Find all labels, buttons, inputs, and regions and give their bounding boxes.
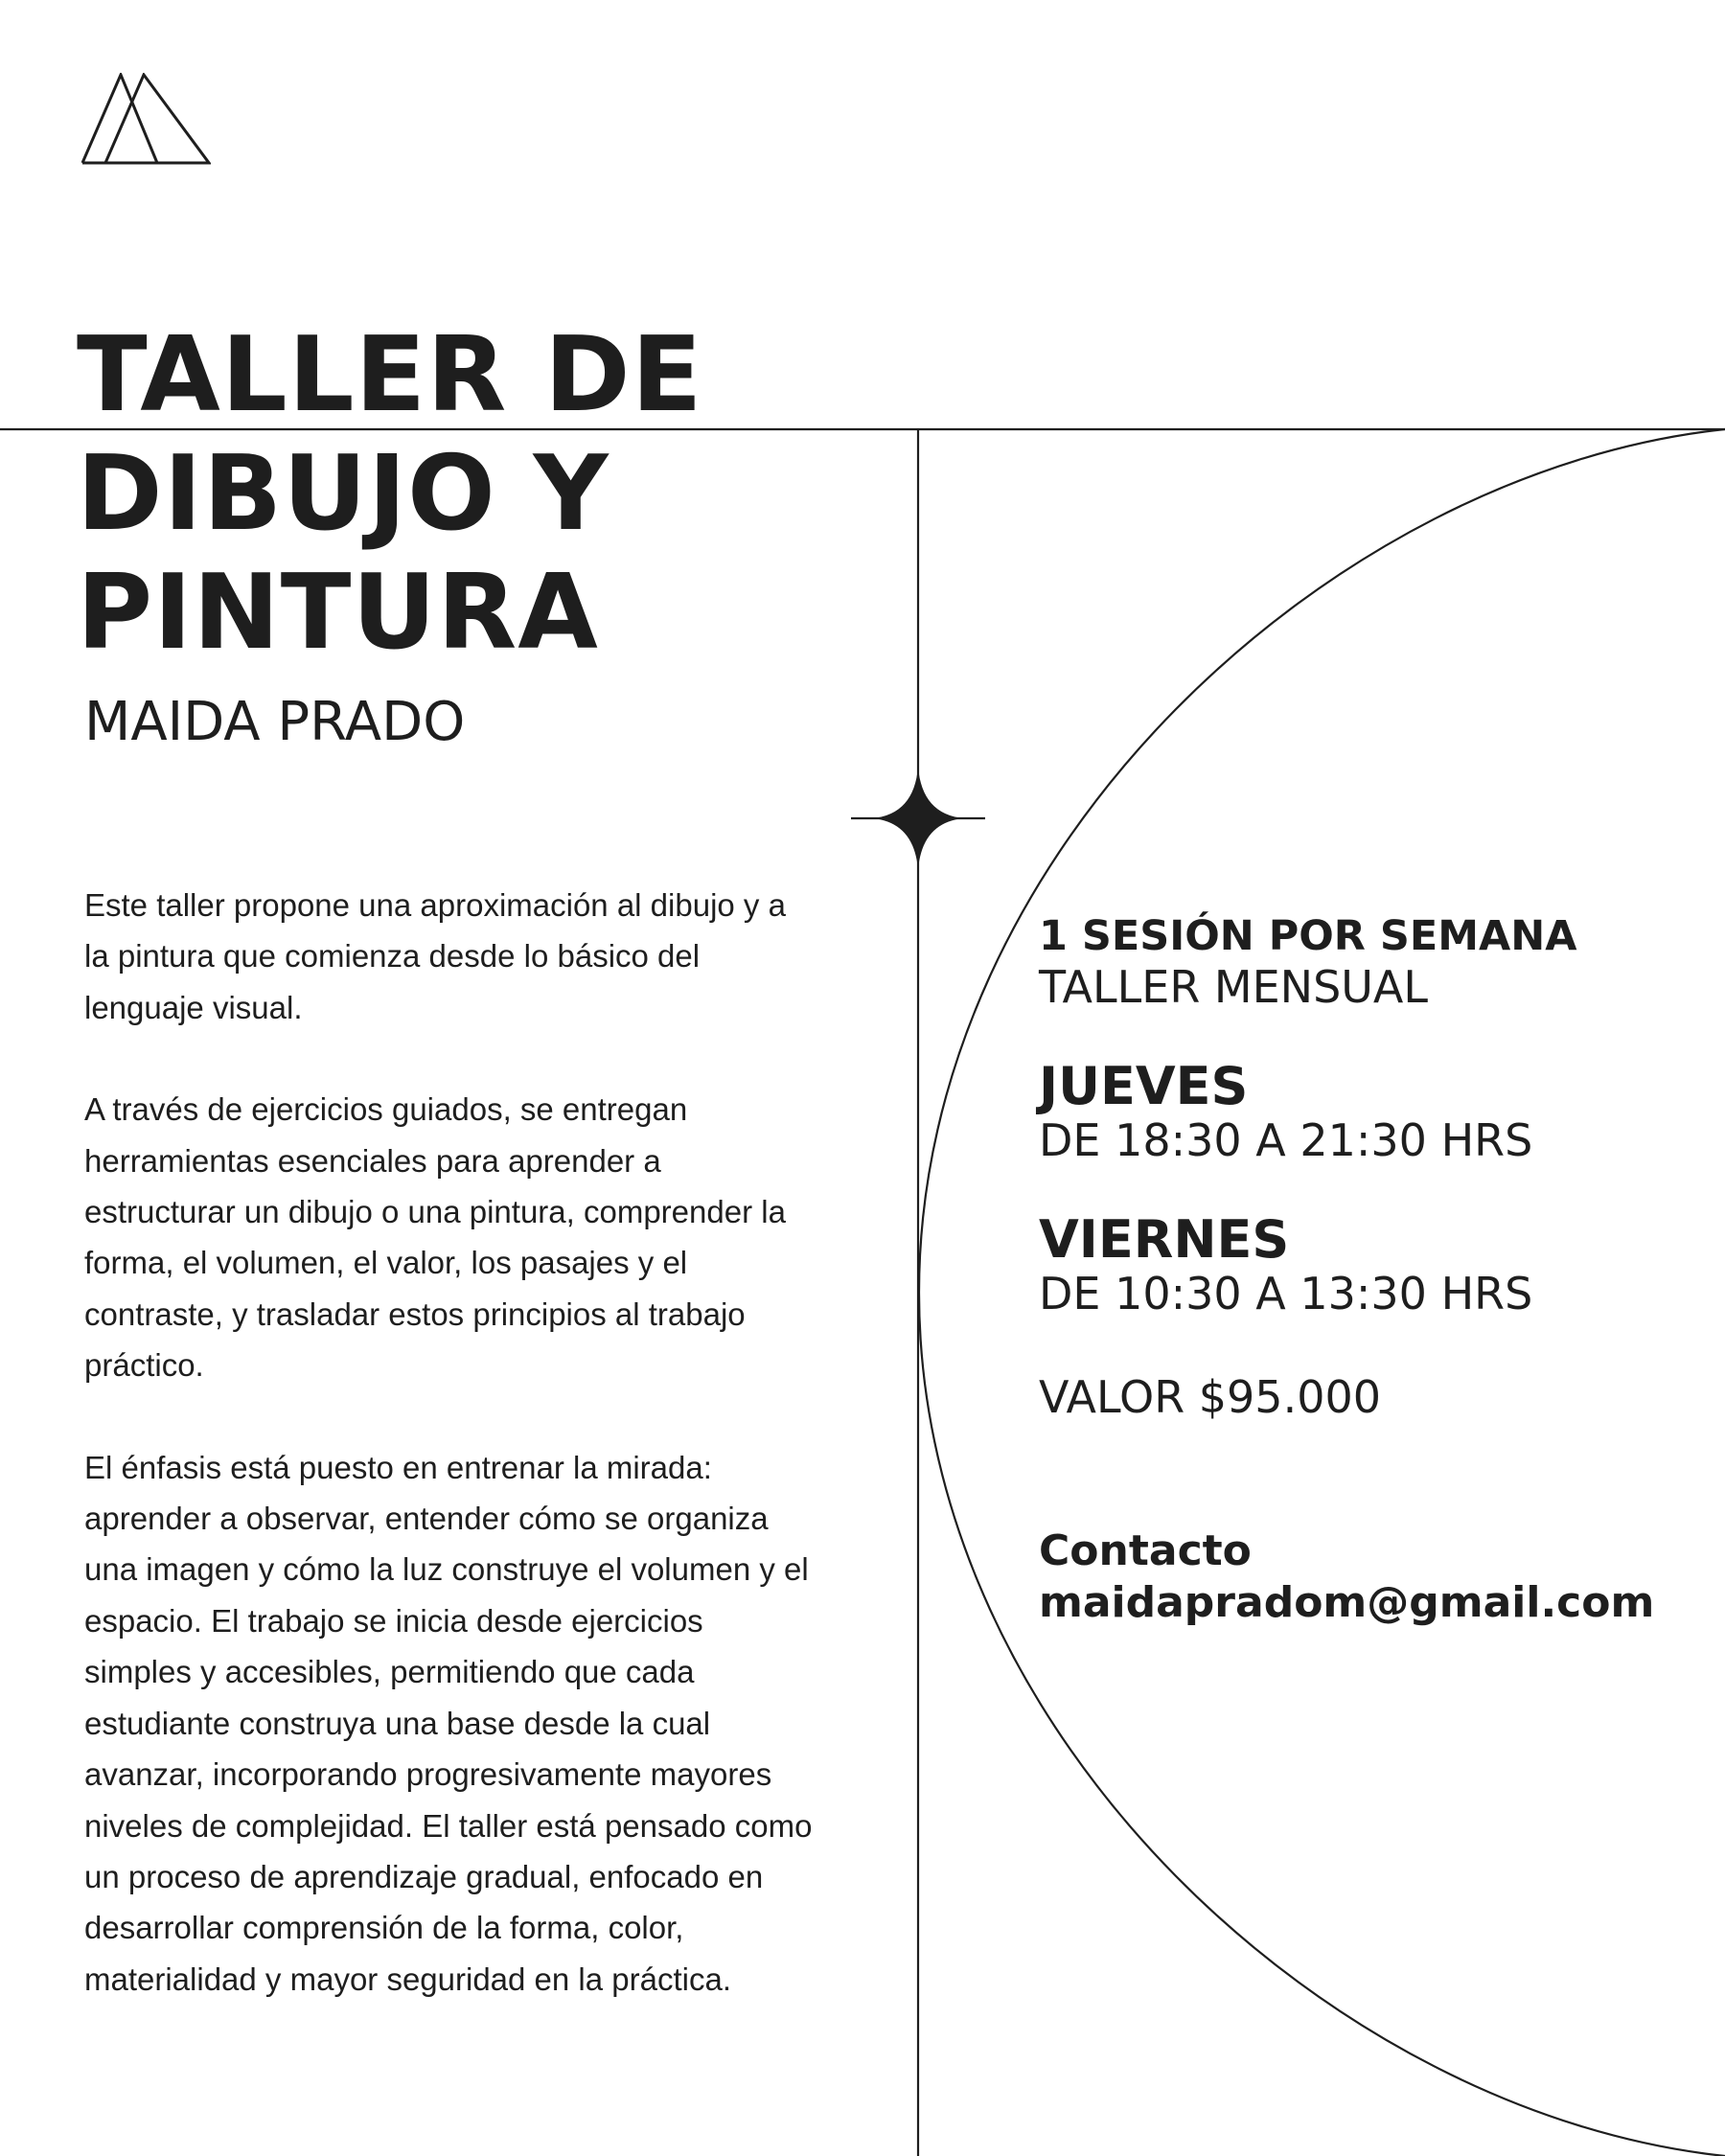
schedule-day: JUEVES <box>1039 1056 1249 1116</box>
price: VALOR $95.000 <box>1039 1371 1381 1423</box>
workshop-format: TALLER MENSUAL <box>1039 961 1429 1013</box>
page-title <box>77 316 702 673</box>
schedule-day: VIERNES <box>1039 1209 1290 1270</box>
contact-label: Contacto <box>1039 1526 1252 1575</box>
schedule-hours: DE 10:30 A 13:30 HRS <box>1039 1268 1533 1319</box>
title-line: DIBUJO Y <box>77 434 610 554</box>
description-paragraph: Este taller propone una aproximación al dibujo y a la pintura que comienza desde lo básico del lenguaje visual. <box>84 887 786 1025</box>
schedule-hours: DE 18:30 A 21:30 HRS <box>1039 1114 1533 1166</box>
sessions-per-week: 1 SESIÓN POR SEMANA <box>1039 912 1577 960</box>
workshop-info <box>1039 910 1690 1629</box>
title-line: TALLER DE <box>77 315 703 435</box>
description-paragraph: El énfasis está puesto en entrenar la mirada: aprender a observar, entender cómo se organiza una imagen y cómo la luz construye el volumen y el espacio. El trabajo se inicia desde ejercicios simples y accesibles, permitiendo que cada estudiante construya una base desde la cual avanzar, incorporando progresivamente mayores niveles de complejidad. El taller está pensado como un proceso de aprendizaje gradual, enfocado en desarrollar comprensión de la forma, color, materialidad y mayor seguridad en la práctica. <box>84 1449 813 1997</box>
description <box>84 880 813 2055</box>
four-point-star-icon <box>872 767 964 870</box>
author-name: MAIDA PRADO <box>84 691 466 753</box>
contact-email: maidapradom@gmail.com <box>1039 1578 1655 1627</box>
title-line: PINTURA <box>77 553 599 673</box>
description-paragraph: A través de ejercicios guiados, se entregan herramientas esenciales para aprender a estructurar un dibujo o una pintura, comprender la forma, el volumen, el valor, los pasajes y el contraste, y trasladar estos principios al trabajo práctico. <box>84 1091 786 1384</box>
triangle-mountain-logo <box>80 73 211 169</box>
